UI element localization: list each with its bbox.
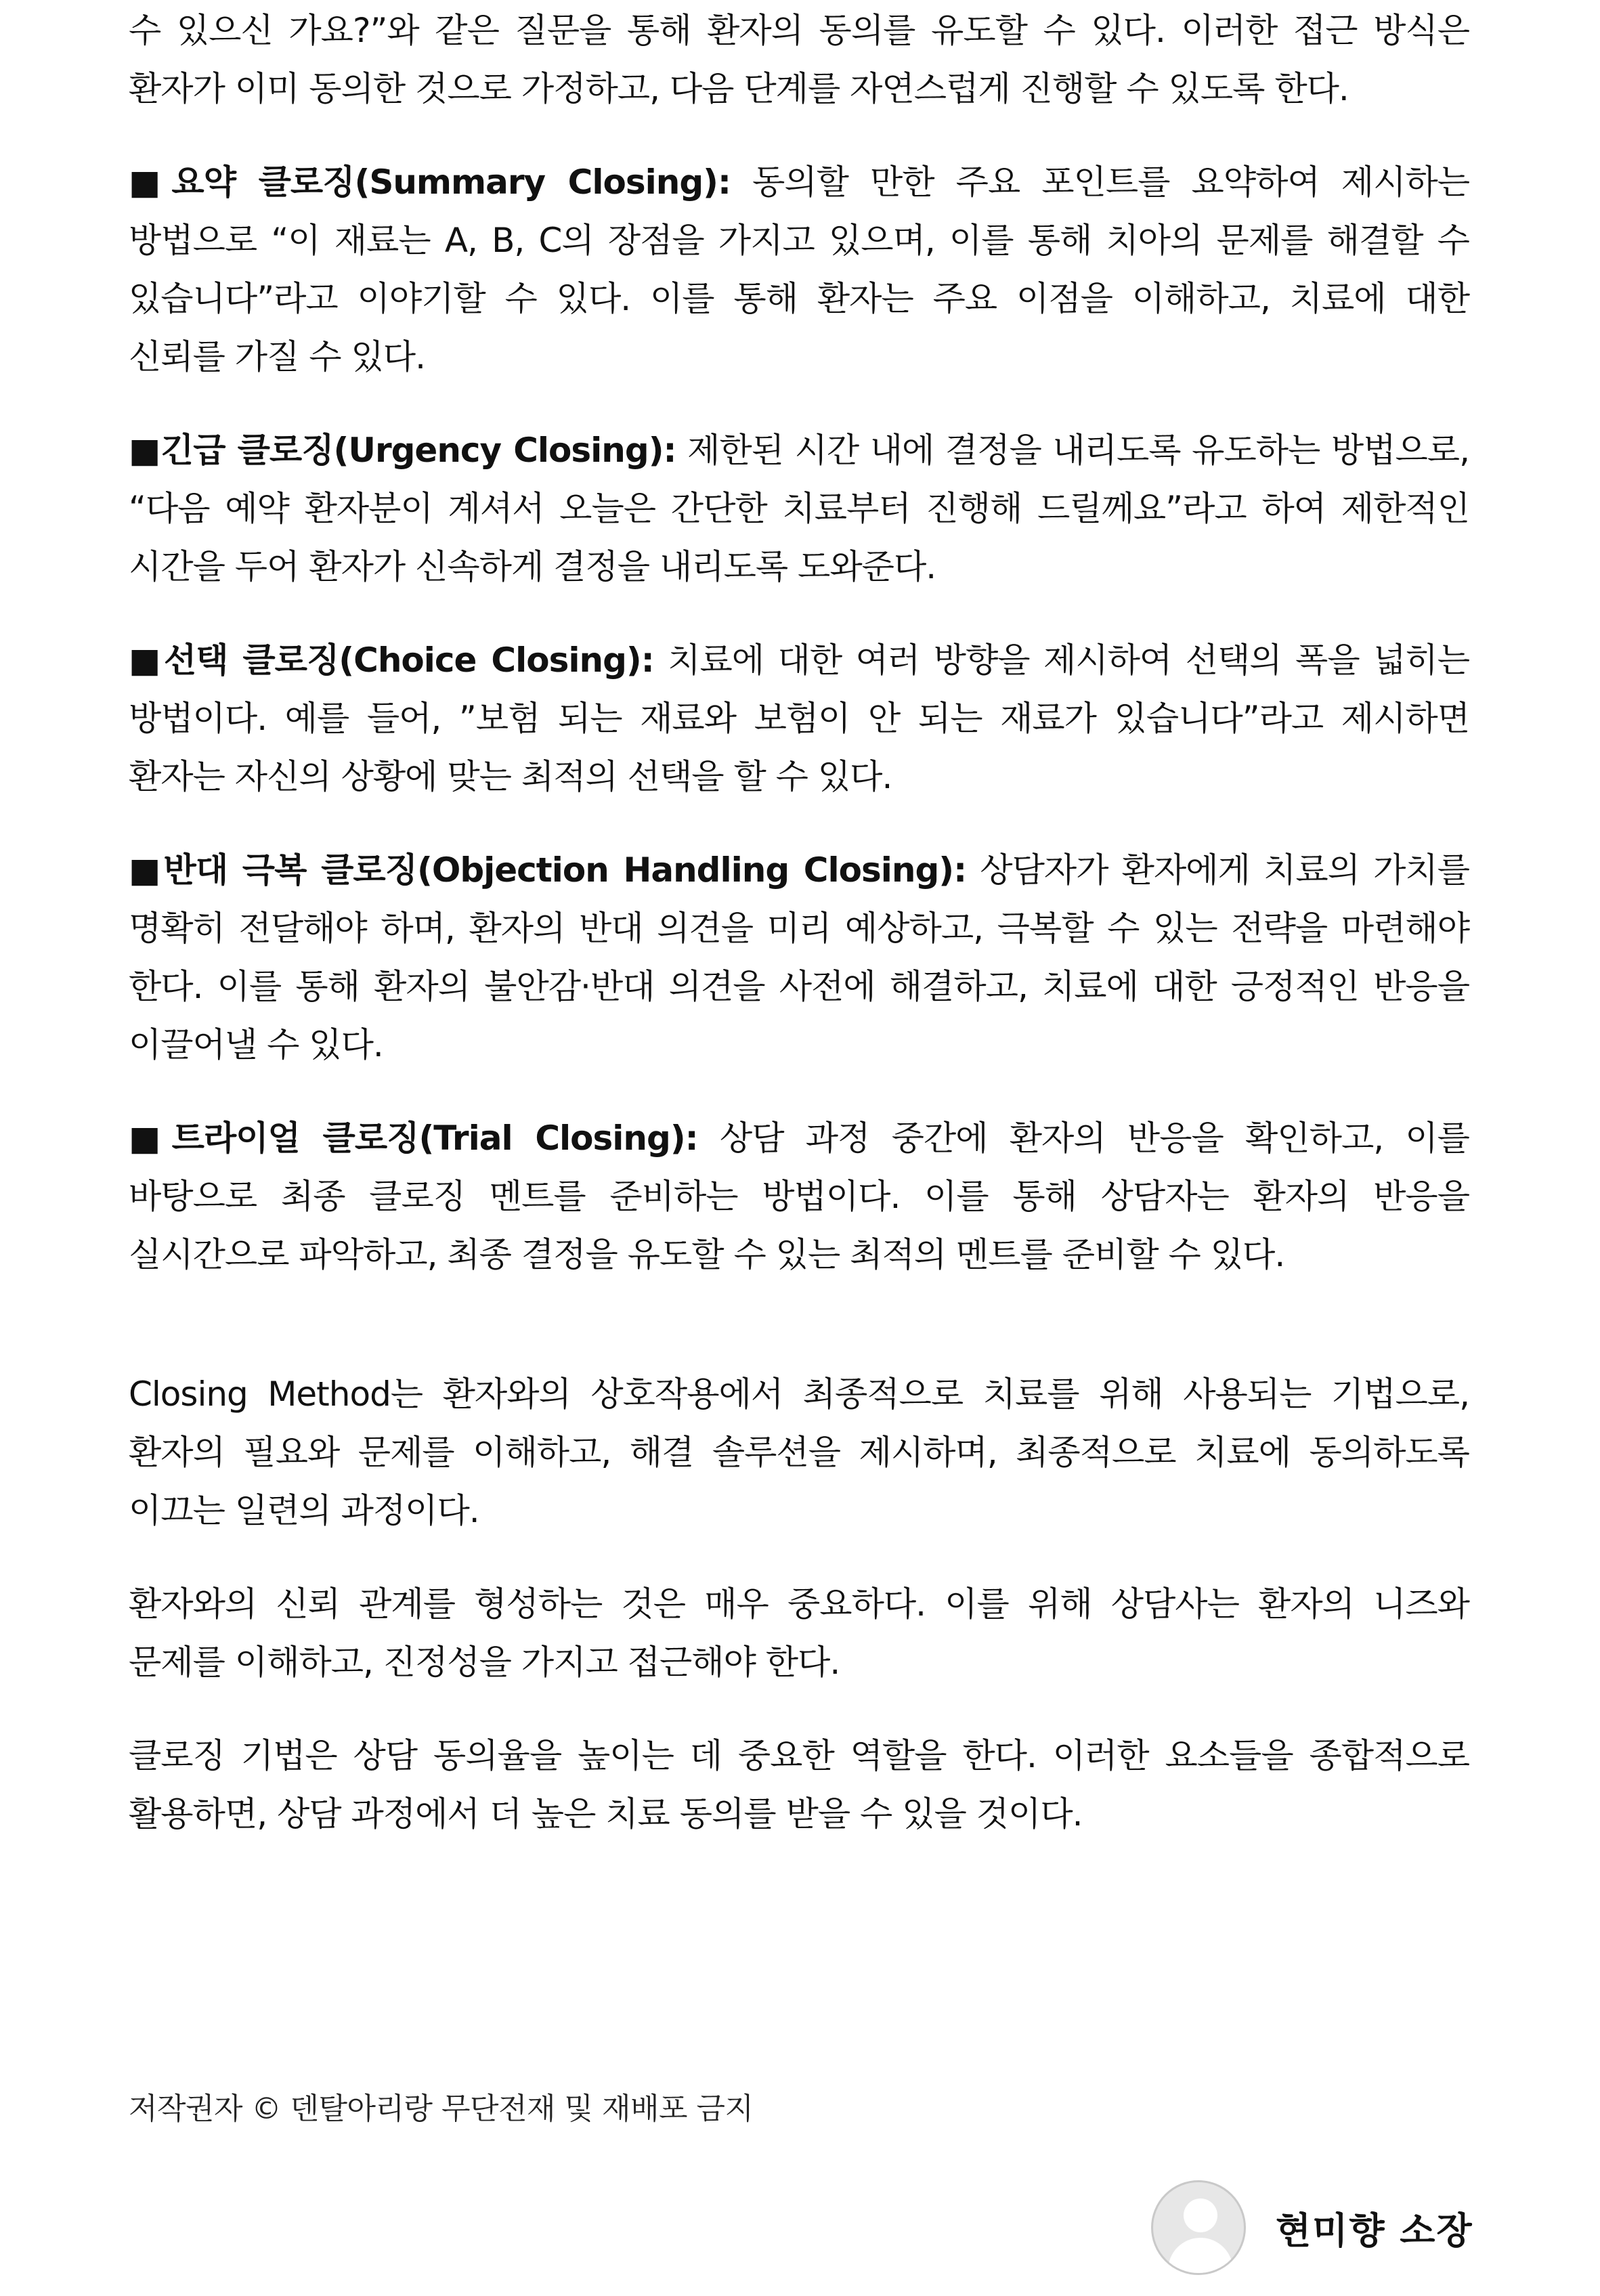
- bullet-marker: ■: [129, 163, 172, 202]
- closing-term: 트라이얼 클로징(Trial Closing):: [171, 1119, 698, 1158]
- intro-paragraph: 수 있으신 가요?”와 같은 질문을 통해 환자의 동의를 유도할 수 있다. 이러한 접근 방식은 환자가 이미 동의한 것으로 가정하고, 다음 단계를 자연스럽게 진행할 수 있도록 한다.: [129, 11, 1469, 108]
- conclusion-section: [129, 1365, 1469, 1843]
- conclusion-paragraph: Closing Method는 환자와의 상호작용에서 최종적으로 치료를 위해 사용되는 기법으로, 환자의 필요와 문제를 이해하고, 해결 솔루션을 제시하며, 최종적으로 치료에 동의하도록 이끄는 일련의 과정이다.: [129, 1374, 1469, 1530]
- closing-description: 상담자가 환자에게 치료의 가치를 명확히 전달해야 하며, 환자의 반대 의견을 미리 예상하고, 극복할 수 있는 전략을 마련해야 한다. 이를 통해 환자의 불안감·반대 의견을 사전에 해결하고, 치료에 대한 긍정적인 반응을 이끌어낼 수 있다.: [129, 850, 1469, 1064]
- author-byline[interactable]: [1151, 2177, 1473, 2278]
- bullet-marker: ■: [129, 431, 161, 470]
- closing-term: 긴급 클로징(Urgency Closing):: [160, 431, 676, 470]
- closing-term: 반대 극복 클로징(Objection Handling Closing):: [163, 850, 967, 890]
- user-avatar-icon[interactable]: [1151, 2180, 1246, 2275]
- section-spacer: [129, 1284, 1469, 1365]
- closing-term: 요약 클로징(Summary Closing):: [171, 163, 731, 202]
- closing-type-choice: [129, 631, 1469, 806]
- avatar-body-shape: [1168, 2238, 1233, 2275]
- avatar-head-shape: [1184, 2198, 1217, 2232]
- closing-description: 치료에 대한 여러 방향을 제시하여 선택의 폭을 넓히는 방법이다. 예를 들어, ”보험 되는 재료와 보험이 안 되는 재료가 있습니다”라고 제시하면 환자는 자신의 상황에 맞는 최적의 선택을 할 수 있다.: [129, 641, 1469, 796]
- closing-type-summary: [129, 153, 1469, 386]
- closing-term: 선택 클로징(Choice Closing):: [163, 641, 654, 680]
- closing-description: 동의할 만한 주요 포인트를 요약하여 제시하는 방법으로 “이 재료는 A, B, C의 장점을 가지고 있으며, 이를 통해 치아의 문제를 해결할 수 있습니다”라고 이야기할 수 있다. 이를 통해 환자는 주요 이점을 이해하고, 치료에 대한 신뢰를 가질 수 있다.: [129, 163, 1469, 376]
- author-name[interactable]: 현미향 소장: [1276, 2209, 1473, 2252]
- conclusion-paragraph: 환자와의 신뢰 관계를 형성하는 것은 매우 중요하다. 이를 위해 상담사는 환자의 니즈와 문제를 이해하고, 진정성을 가지고 접근해야 한다.: [129, 1584, 1469, 1682]
- bullet-marker: ■: [129, 850, 164, 890]
- bullet-marker: ■: [129, 1119, 172, 1158]
- closing-description: 제한된 시간 내에 결정을 내리도록 유도하는 방법으로, “다음 예약 환자분이 계셔서 오늘은 간단한 치료부터 진행해 드릴께요”라고 하여 제한적인 시간을 두어 환자가 신속하게 결정을 내리도록 도와준다.: [129, 431, 1469, 586]
- closing-type-objection-handling: [129, 841, 1469, 1074]
- bullet-marker: ■: [129, 641, 164, 680]
- conclusion-paragraph: 클로징 기법은 상담 동의율을 높이는 데 중요한 역할을 한다. 이러한 요소들을 종합적으로 활용하면, 상담 과정에서 더 높은 치료 동의를 받을 수 있을 것이다.: [129, 1736, 1469, 1834]
- copyright-notice: 저작권자 © 덴탈아리랑 무단전재 및 재배포 금지: [129, 2092, 754, 2126]
- closing-description: 상담 과정 중간에 환자의 반응을 확인하고, 이를 바탕으로 최종 클로징 멘트를 준비하는 방법이다. 이를 통해 상담자는 환자의 반응을 실시간으로 파악하고, 최종 결정을 유도할 수 있는 최적의 멘트를 준비할 수 있다.: [129, 1119, 1469, 1274]
- closing-type-trial: [129, 1109, 1469, 1284]
- article-body: [129, 0, 1469, 1843]
- closing-type-urgency: [129, 421, 1469, 596]
